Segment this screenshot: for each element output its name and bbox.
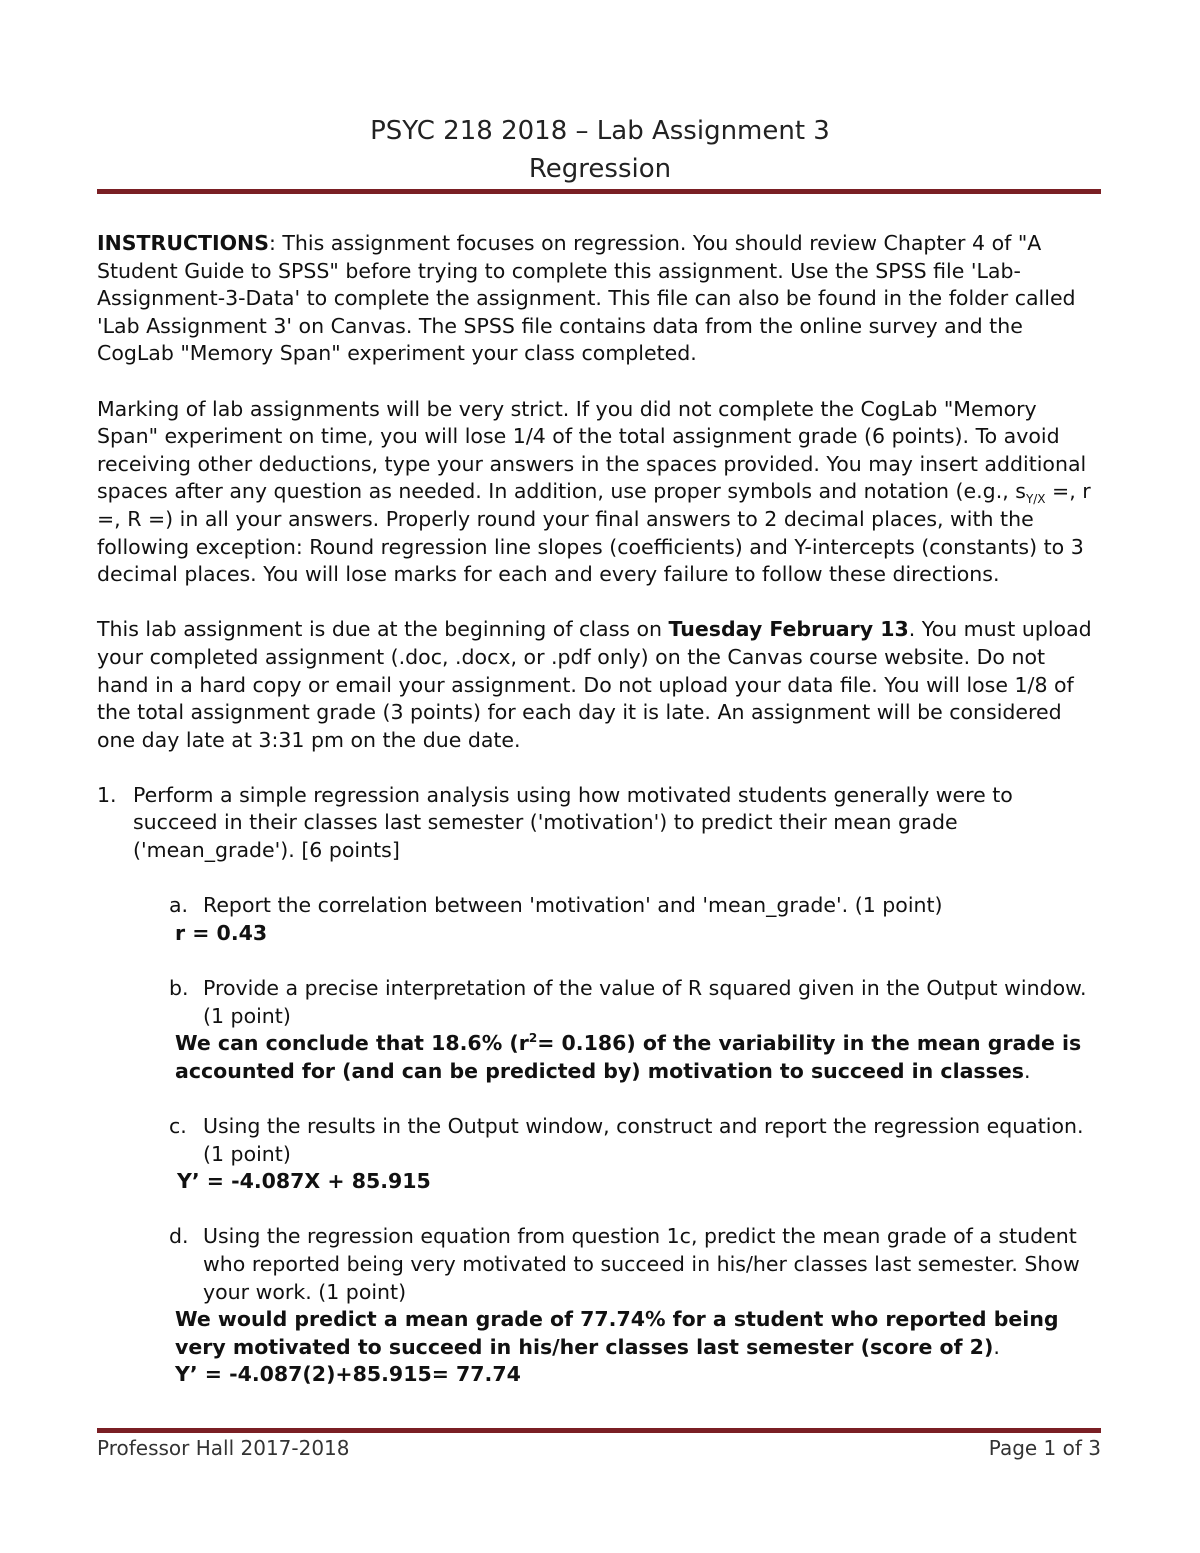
answer-text-1: We would predict a mean grade of 77.74% for a student who reported being very motivated to succeed in his/her classes last semester (score of 2) bbox=[175, 1307, 1059, 1359]
question-1 bbox=[97, 782, 1103, 865]
footer-rule bbox=[97, 1428, 1101, 1433]
part-answer-equation: Y’ = -4.087(2)+85.915= 77.74 bbox=[175, 1362, 521, 1387]
question-1b bbox=[97, 975, 1103, 1085]
instructions-paragraph bbox=[97, 230, 1103, 368]
due-text-1: This lab assignment is due at the beginning of class on bbox=[97, 617, 669, 642]
part-answer: r = 0.43 bbox=[175, 920, 268, 945]
part-question: Using the regression equation from question 1c, predict the mean grade of a student who reported being very motivated to succeed in his/her classes last semester. Show your work. (1 point) bbox=[203, 1224, 1080, 1304]
question-1c bbox=[97, 1113, 1103, 1196]
answer-text-1: We can conclude that 18.6% (r bbox=[175, 1031, 529, 1056]
part-question: Report the correlation between 'motivation' and 'mean_grade'. (1 point) bbox=[203, 893, 943, 918]
part-answer: Y’ = -4.087X + 85.915 bbox=[177, 1169, 431, 1194]
page-subtitle: Regression bbox=[528, 154, 672, 184]
marking-paragraph bbox=[97, 396, 1103, 589]
question-1d bbox=[97, 1223, 1103, 1389]
instructions-text: : This assignment focuses on regression. You should review Chapter 4 of "A Student Guide to SPSS" before trying to complete this assignment. Use the SPSS file 'Lab-Assignment-3-Data' to complete the assignment. This file can also be found in the folder called 'Lab Assignment 3' on Canvas. The SPSS file contains data from the online survey and the CogLab "Memory Span" experiment your class completed. bbox=[97, 231, 1076, 366]
document-body bbox=[97, 230, 1103, 1389]
part-label: b. bbox=[169, 976, 189, 1001]
marking-subscript: Y/X bbox=[1025, 492, 1046, 507]
page-number: Page 1 of 3 bbox=[988, 1436, 1101, 1460]
instructions-label: INSTRUCTIONS bbox=[97, 231, 269, 255]
due-text-2: . You must upload your completed assignment (.doc, .docx, or .pdf only) on the Canvas course website. Do not hand in a hard copy or email your assignment. Do not upload your data file. You will lose 1/8 of the total assignment grade (3 points) for each day it is late. An assignment will be considered one day late at 3:31 pm on the due date. bbox=[97, 617, 1092, 752]
part-label: d. bbox=[169, 1224, 189, 1249]
footer-author: Professor Hall 2017-2018 bbox=[97, 1436, 350, 1460]
part-question: Provide a precise interpretation of the value of R squared given in the Output window. (1 point) bbox=[203, 976, 1087, 1028]
part-answer bbox=[175, 1030, 1103, 1085]
marking-text-1: Marking of lab assignments will be very strict. If you did not complete the CogLab "Memory Span" experiment on time, you will lose 1/4 of the total assignment grade (6 points). To avoid receiving other deductions, type your answers in the spaces provided. You may insert additional spaces after any question as needed. In addition, use proper symbols and notation (e.g., s bbox=[97, 396, 1087, 504]
part-question: Using the results in the Output window, construct and report the regression equation. (1 point) bbox=[203, 1114, 1084, 1166]
due-paragraph bbox=[97, 616, 1103, 754]
page-header bbox=[97, 112, 1103, 188]
part-label: a. bbox=[169, 893, 189, 918]
answer-text-2: = 0.186) of the variability in the mean grade is accounted for (and can be predicted by) motivation to succeed in classes bbox=[175, 1031, 1082, 1083]
answer-end: . bbox=[1023, 1058, 1031, 1083]
question-number: 1. bbox=[97, 782, 117, 807]
due-date: Tuesday February 13 bbox=[668, 617, 909, 642]
marking-text-2: =, r =, R =) in all your answers. Properly round your final answers to 2 decimal places, with the following exception: Round regression line slopes (coefficients) and Y-intercepts (constants) to 3 decimal places. You will lose marks for each and every failure to follow these directions. bbox=[97, 479, 1091, 587]
question-1a bbox=[97, 892, 1103, 947]
part-label: c. bbox=[169, 1114, 187, 1138]
page-title: PSYC 218 2018 – Lab Assignment 3 bbox=[370, 116, 830, 146]
answer-end: . bbox=[993, 1334, 1000, 1359]
answer-superscript: 2 bbox=[528, 1031, 538, 1046]
header-rule bbox=[97, 189, 1101, 194]
part-answer bbox=[175, 1306, 1103, 1361]
question-text: Perform a simple regression analysis using how motivated students generally were to succeed in their classes last semester ('motivation') to predict their mean grade ('mean_grade'). [6 points] bbox=[133, 782, 1013, 863]
